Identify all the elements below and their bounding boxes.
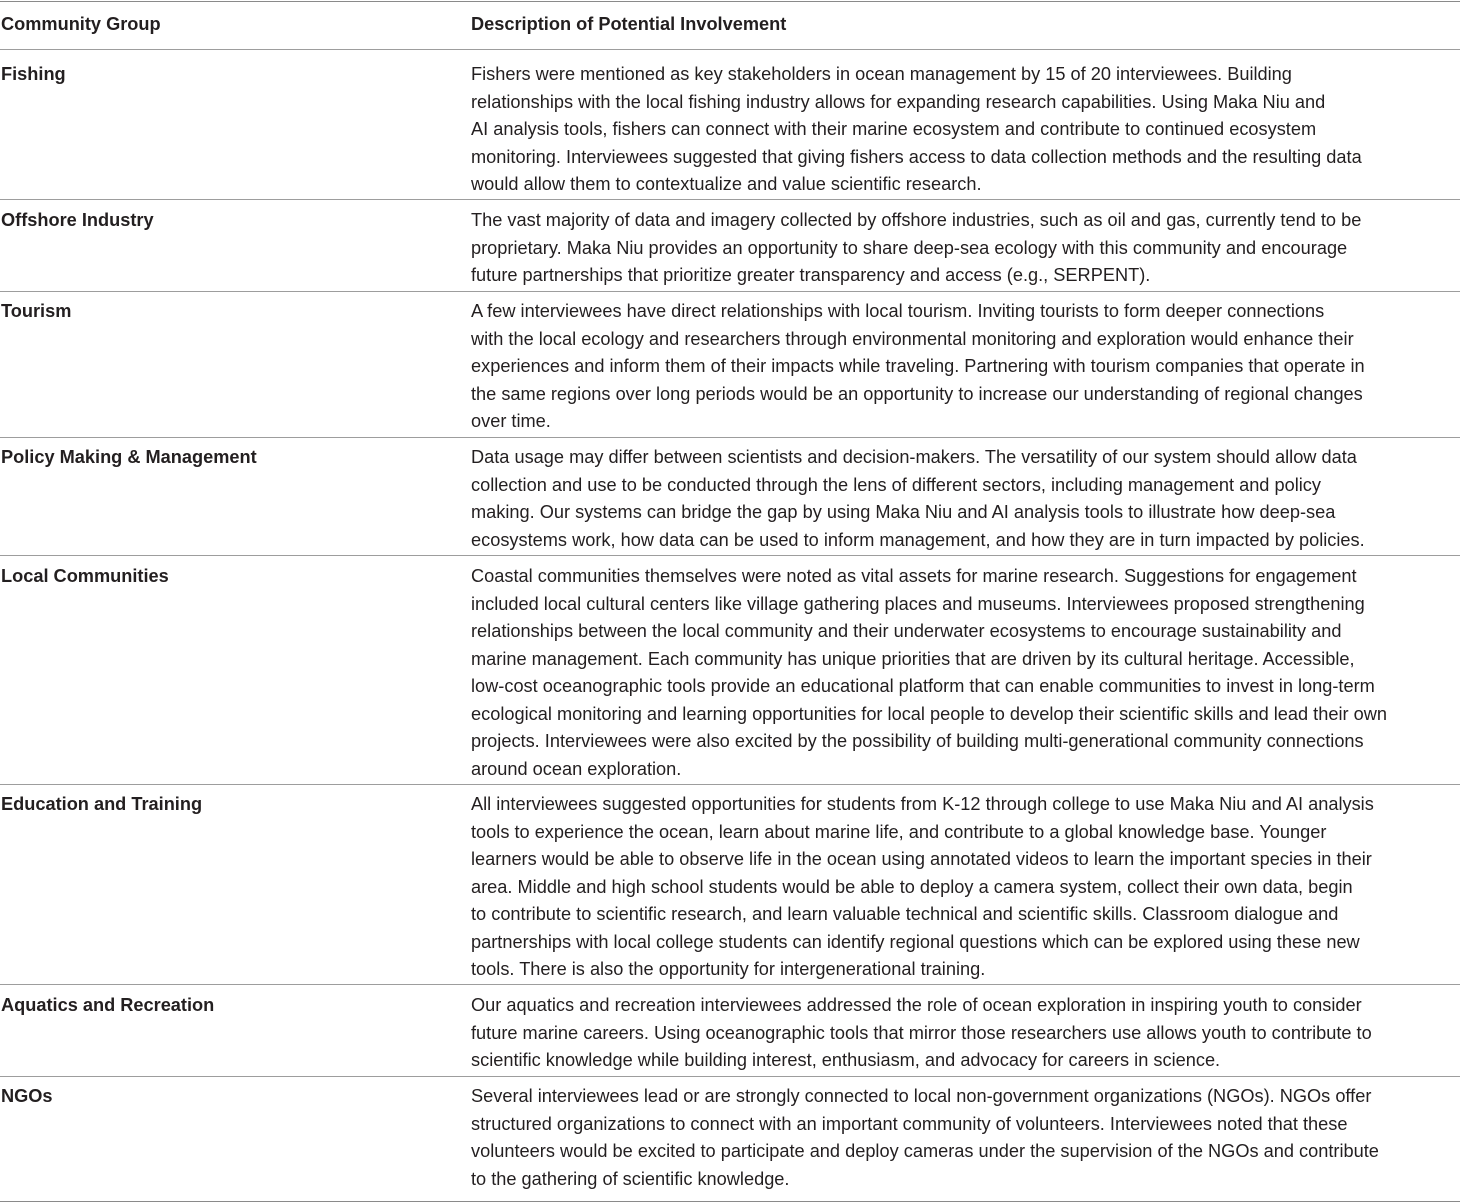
table-top-rule bbox=[0, 1, 1460, 2]
desc-line: learners would be able to observe life in the ocean using annotated videos to learn the important species in their bbox=[471, 849, 1372, 869]
header-rule bbox=[0, 49, 1460, 50]
row-group-local-communities: Local Communities bbox=[1, 566, 169, 586]
desc-line: Our aquatics and recreation interviewees addressed the role of ocean exploration in inspiring youth to consider bbox=[471, 995, 1362, 1015]
desc-line: the same regions over long periods would be an opportunity to increase our understanding of regional changes bbox=[471, 383, 1363, 404]
row-desc-fishing bbox=[471, 61, 1362, 199]
row-group-ngos: NGOs bbox=[1, 1086, 53, 1106]
row-desc-policy-making bbox=[471, 444, 1365, 554]
desc-line: would allow them to contextualize and value scientific research. bbox=[471, 174, 982, 194]
row-desc-local-communities bbox=[471, 563, 1387, 783]
desc-line: making. Our systems can bridge the gap by using Maka Niu and AI analysis tools to illustrate how deep-sea bbox=[471, 502, 1336, 522]
desc-line: monitoring. Interviewees suggested that giving fishers access to data collection methods and the resulting data bbox=[471, 146, 1362, 167]
row-rule bbox=[0, 291, 1460, 292]
desc-line: Several interviewees lead or are strongly connected to local non-government organizations (NGOs). NGOs offer bbox=[471, 1086, 1372, 1106]
desc-line: Coastal communities themselves were noted as vital assets for marine research. Suggestions for engagement bbox=[471, 566, 1357, 586]
desc-line: area. Middle and high school students would be able to deploy a camera system, collect their own data, begin bbox=[471, 876, 1353, 897]
desc-line: over time. bbox=[471, 411, 551, 431]
desc-line: around ocean exploration. bbox=[471, 758, 682, 779]
row-desc-education-training bbox=[471, 791, 1374, 984]
desc-line: Data usage may differ between scientists and decision-makers. The versatility of our system should allow data bbox=[471, 447, 1357, 467]
desc-line: ecosystems work, how data can be used to inform management, and how they are in turn impacted by policies. bbox=[471, 529, 1365, 550]
desc-line: low-cost oceanographic tools provide an educational platform that can enable communities to invest in long-term bbox=[471, 676, 1375, 696]
desc-line: ecological monitoring and learning opportunities for local people to develop their scientific skills and lead their own bbox=[471, 703, 1387, 724]
row-rule bbox=[0, 1076, 1460, 1077]
desc-line: structured organizations to connect with an important community of volunteers. Interviewees noted that these bbox=[471, 1113, 1348, 1134]
desc-line: to the gathering of scientific knowledge. bbox=[471, 1168, 790, 1189]
desc-line: tools. There is also the opportunity for intergenerational training. bbox=[471, 959, 986, 979]
desc-line: scientific knowledge while building interest, enthusiasm, and advocacy for careers in science. bbox=[471, 1050, 1221, 1070]
desc-line: future marine careers. Using oceanographic tools that mirror those researchers use allows youth to contribute to bbox=[471, 1022, 1372, 1043]
row-rule bbox=[0, 555, 1460, 556]
desc-line: with the local ecology and researchers through environmental monitoring and exploration would enhance their bbox=[471, 328, 1354, 349]
desc-line: proprietary. Maka Niu provides an opportunity to share deep-sea ecology with this community and encourage bbox=[471, 237, 1348, 258]
row-desc-aquatics-recreation bbox=[471, 992, 1372, 1075]
header-description: Description of Potential Involvement bbox=[471, 14, 787, 34]
desc-line: relationships between the local community and their underwater ecosystems to encourage sustainability and bbox=[471, 621, 1342, 641]
desc-line: to contribute to scientific research, and learn valuable technical and scientific skills. Classroom dialogue and bbox=[471, 904, 1339, 924]
desc-line: The vast majority of data and imagery collected by offshore industries, such as oil and gas, currently tend to be bbox=[471, 210, 1362, 230]
row-group-offshore-industry: Offshore Industry bbox=[1, 210, 154, 230]
desc-line: relationships with the local fishing industry allows for expanding research capabilities. Using Maka Niu and bbox=[471, 91, 1326, 112]
desc-line: collection and use to be conducted through the lens of different sectors, including management and policy bbox=[471, 474, 1321, 495]
row-group-aquatics-recreation: Aquatics and Recreation bbox=[1, 995, 215, 1015]
row-group-tourism: Tourism bbox=[1, 301, 72, 321]
desc-line: marine management. Each community has unique priorities that are driven by its cultural heritage. Accessible, bbox=[471, 648, 1355, 669]
row-desc-ngos bbox=[471, 1083, 1379, 1193]
row-rule bbox=[0, 984, 1460, 985]
desc-line: partnerships with local college students can identify regional questions which can be explored using these new bbox=[471, 931, 1360, 952]
desc-line: All interviewees suggested opportunities for students from K-12 through college to use Maka Niu and AI analysis bbox=[471, 794, 1374, 814]
desc-line: projects. Interviewees were also excited by the possibility of building multi-generational community connections bbox=[471, 731, 1364, 751]
row-rule bbox=[0, 784, 1460, 785]
desc-line: A few interviewees have direct relationships with local tourism. Inviting tourists to form deeper connections bbox=[471, 301, 1325, 321]
header-community-group: Community Group bbox=[1, 14, 161, 34]
row-rule bbox=[0, 437, 1460, 438]
desc-line: AI analysis tools, fishers can connect with their marine ecosystem and contribute to continued ecosystem bbox=[471, 119, 1317, 139]
row-group-policy-making: Policy Making & Management bbox=[1, 447, 257, 467]
row-group-education-training: Education and Training bbox=[1, 794, 203, 814]
desc-line: volunteers would be excited to participate and deploy cameras under the supervision of the NGOs and contribute bbox=[471, 1141, 1379, 1161]
desc-line: tools to experience the ocean, learn about marine life, and contribute to a global knowledge base. Younger bbox=[471, 821, 1327, 842]
desc-line: future partnerships that prioritize greater transparency and access (e.g., SERPENT). bbox=[471, 265, 1151, 285]
row-desc-tourism bbox=[471, 298, 1365, 436]
row-rule bbox=[0, 199, 1460, 200]
table-bottom-rule bbox=[0, 1201, 1460, 1202]
desc-line: Fishers were mentioned as key stakeholders in ocean management by 15 of 20 interviewees. Building bbox=[471, 64, 1292, 84]
desc-line: experiences and inform them of their impacts while traveling. Partnering with tourism companies that operate in bbox=[471, 356, 1365, 376]
desc-line: included local cultural centers like village gathering places and museums. Interviewees proposed strengthening bbox=[471, 593, 1365, 614]
row-desc-offshore-industry bbox=[471, 207, 1361, 290]
row-group-fishing: Fishing bbox=[1, 64, 66, 84]
